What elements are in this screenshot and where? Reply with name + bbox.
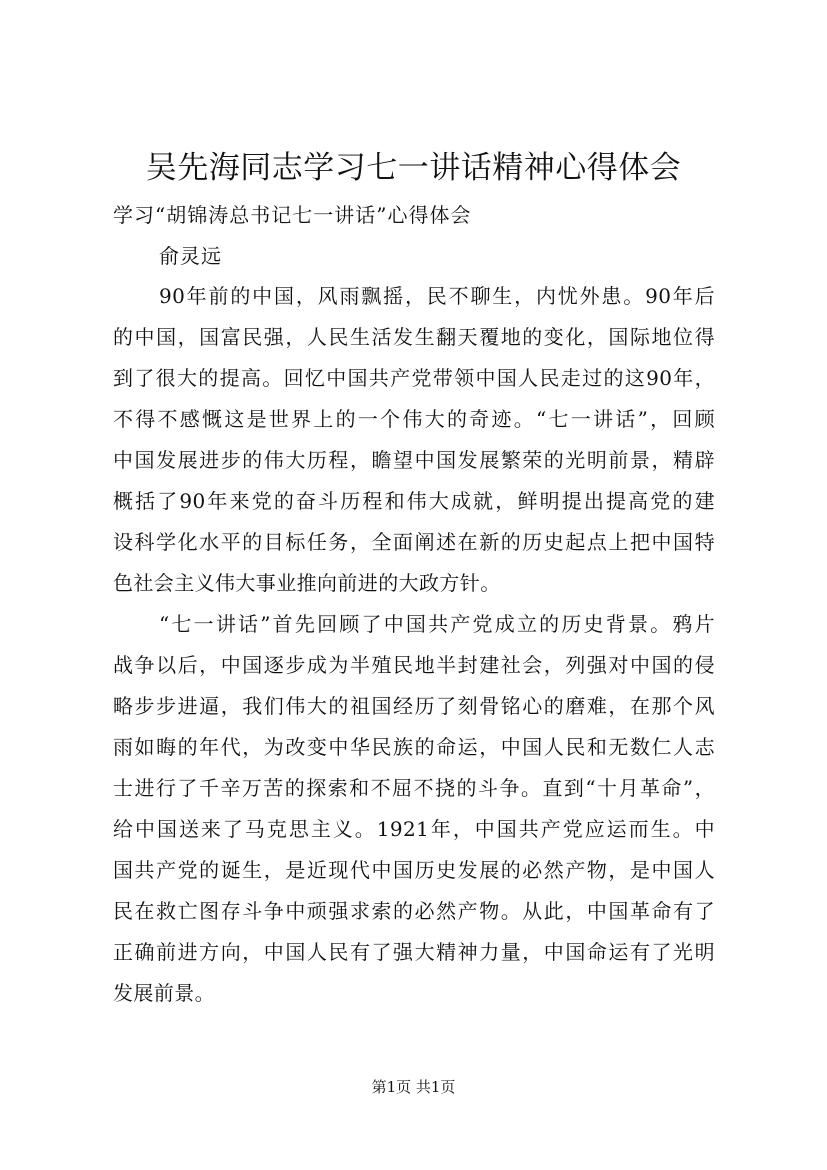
page-number-footer: 第1页 共1页 bbox=[371, 1078, 456, 1096]
paragraph-line: 色社会主义伟大事业推向前进的大政方针。 bbox=[113, 571, 501, 595]
paragraph-line: 发展前景。 bbox=[113, 981, 215, 1005]
paragraph-line: “七一讲话”首先回顾了中国共产党成立的历史背景。鸦片 bbox=[159, 612, 715, 636]
paragraph-line: 设科学化水平的目标任务，全面阐述在新的历史起点上把中国特 bbox=[113, 530, 715, 554]
paragraph-line: 国共产党的诞生，是近现代中国历史发展的必然产物，是中国人 bbox=[113, 858, 715, 882]
document-subtitle: 学习“胡锦涛总书记七一讲话”心得体会 bbox=[113, 203, 472, 227]
paragraph-line: 士进行了千辛万苦的探索和不屈不挠的斗争。直到“十月革命”， bbox=[113, 776, 715, 800]
paragraph-line: 民在救亡图存斗争中顽强求索的必然产物。从此，中国革命有了 bbox=[113, 899, 715, 923]
paragraph-line: 概括了90年来党的奋斗历程和伟大成就，鲜明提出提高党的建 bbox=[113, 489, 715, 513]
paragraph-2 bbox=[113, 604, 715, 1014]
paragraph-line: 给中国送来了马克思主义。1921年，中国共产党应运而生。中 bbox=[113, 817, 715, 841]
paragraph-1 bbox=[113, 276, 715, 604]
author-name: 俞灵远 bbox=[159, 244, 222, 268]
paragraph-line: 雨如晦的年代，为改变中华民族的命运，中国人民和无数仁人志 bbox=[113, 735, 715, 759]
paragraph-line: 正确前进方向，中国人民有了强大精神力量，中国命运有了光明 bbox=[113, 940, 715, 964]
paragraph-line: 中国发展进步的伟大历程，瞻望中国发展繁荣的光明前景，精辟 bbox=[113, 448, 715, 472]
paragraph-line: 90年前的中国，风雨飘摇，民不聊生，内忧外患。90年后 bbox=[159, 284, 715, 308]
paragraph-line: 战争以后，中国逐步成为半殖民地半封建社会，列强对中国的侵 bbox=[113, 653, 715, 677]
paragraph-line: 到了很大的提高。回忆中国共产党带领中国人民走过的这90年， bbox=[113, 366, 715, 390]
paragraph-line: 的中国，国富民强，人民生活发生翻天覆地的变化，国际地位得 bbox=[113, 325, 715, 349]
paragraph-line: 略步步进逼，我们伟大的祖国经历了刻骨铭心的磨难，在那个风 bbox=[113, 694, 715, 718]
document-title: 吴先海同志学习七一讲话精神心得体会 bbox=[145, 150, 682, 186]
paragraph-line: 不得不感慨这是世界上的一个伟大的奇迹。“七一讲话”，回顾 bbox=[113, 407, 715, 431]
